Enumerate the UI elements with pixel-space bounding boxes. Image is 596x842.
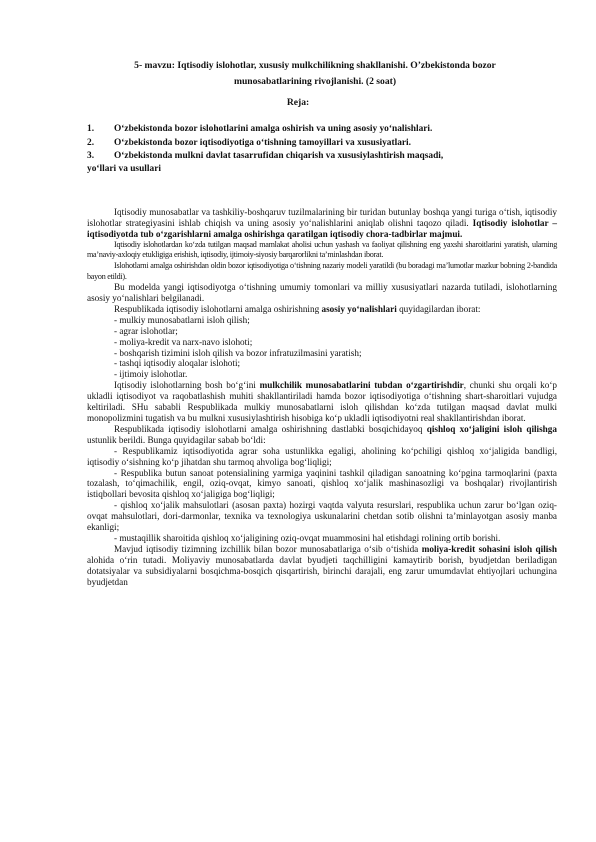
list-item: - tashqi iqtisodiy aloqalar islohoti; bbox=[114, 358, 241, 369]
paragraph-text: ustunlik berildi. Bunga quyidagilar sabab bo‘ldi: bbox=[87, 434, 266, 445]
list-item: - ijtimoiy islohotlar. bbox=[114, 369, 188, 380]
paragraph-model: Islohotlarni amalga oshirishdan oldin bozor iqtisodiyotiga o‘tishning nazariy modeli yaratildi (bu boradagi ma’lumotlar mazkur bobning 2-bandida bayon etildi). bbox=[87, 260, 557, 281]
plan-item-3-continuation: yo‘llari va usullari bbox=[87, 163, 161, 174]
title-line-1: 5- mavzu: Iqtisodiy islohotlar, xususiy mulkchilikning shakllanishi. O’zbekistonda bozor bbox=[134, 60, 496, 71]
paragraph-goal: Iqtisodiy islohotlardan ko‘zda tutilgan maqsad mamlakat aholisi uchun yashash va faoliyat qilishning eng yaxshi sharoitlarini yaratish, ularning ma’naviy-axloqiy etukligiga erishish, iqtisodiy, ijtimoiy-siyosiy barqarorlikni ta’minlashdan iborat. bbox=[87, 239, 557, 260]
paragraph-model-details: Bu modelda yangi iqtisodiyotga o‘tishning umumiy tomonlari va milliy xususiyatlari nazarda tutiladi, islohotlarning asosiy yo‘nalishlari belgilanadi. bbox=[87, 282, 557, 303]
paragraph-text: Iqtisodiy islohotlarning bosh bo‘g‘ini bbox=[114, 380, 260, 391]
reason-item: - qishloq xo‘jalik mahsulotlari (asosan paxta) hozirgi vaqtda valyuta resurslari, respublika uchun zarur bo‘lgan oziq-ovqat mahsulotlari, dori-darmonlar, texnika va texnologiya uskunalarini chetdan sotib olishni ta’minlayotgan asosiy manba ekanligi; bbox=[87, 500, 557, 533]
reason-item: - Respublika butun sanoat potensialining yarmiga yaqinini tashkil qiladigan sanoatning ko‘pgina tarmoqlarini (paxta tozalash, to‘qimachilik, engil, oziq-ovqat, kimyo sanoati, qishloq xo‘jalik mashinasozligi va boshqalar) rivojlantirish istiqbollari bevosita qishloq xo‘jaligiga bog‘liqligi; bbox=[87, 467, 557, 500]
plan-item-text: O‘zbekistonda bozor islohotlarini amalga oshirish va uning asosiy yo‘nalishlari. bbox=[114, 124, 433, 134]
plan-item-3 bbox=[87, 150, 557, 164]
plan-item-text: O‘zbekistonda bozor iqtisodiyotiga o‘tishning tamoyillari va xususiyatlari. bbox=[114, 137, 411, 148]
title-line-2: munosabatlarining rivojlanishi. (2 soat) bbox=[233, 75, 397, 87]
plan-item-number: 1. bbox=[87, 124, 95, 134]
paragraph-text: , chunki shu orqali ko‘p ukladli iqtisodiyot va raqobatlashish muhiti shakllantiriladi hamda bozor iqtisodiyotiga o‘tishning shart-sharoitlari vujudga keltiriladi. SHu sababli Respublikada mulkiy munosabatlarni isloh qilishdan ko‘zda tutilgan maqsad davlat mulki monopolizmini tugatish va bu mulkni xususiylashtirish hisobiga ko‘p ukladli iqtisodiyotni real shakllantirishdan iborat. bbox=[87, 380, 557, 423]
reason-item: - mustaqillik sharoitida qishloq xo‘jaligining oziq-ovqat muammosini hal etishdagi rolining ortib borishi. bbox=[114, 532, 501, 543]
plan-heading: Reja: bbox=[286, 97, 310, 108]
emphasis-text: asosiy yo‘nalishlari bbox=[321, 303, 397, 314]
paragraph-finance bbox=[87, 544, 557, 588]
plan-item-number: 2. bbox=[87, 137, 95, 148]
list-item: - boshqarish tizimini isloh qilish va bozor infratuzilmasini yaratish; bbox=[114, 347, 362, 358]
paragraph-text: quyidagilardan iborat: bbox=[396, 303, 481, 314]
list-item: - agrar islohotlar; bbox=[114, 325, 178, 336]
paragraph-directions bbox=[87, 304, 557, 315]
list-item: - moliya-kredit va narx-navo islohoti; bbox=[114, 336, 253, 347]
page-title bbox=[80, 58, 550, 89]
paragraph-text: alohida o‘rin tutadi. Moliyaviy munosabatlarda davlat byudjeti taqchilligini kamaytirib borish, byudjetdan beriladigan dotatsiyalar va subsidiyalarni bosqichma-bosqich qisqartirish, birinchi darajali, eng zarur umumdavlat ehtiyojlari uchungina byudjetdan bbox=[87, 554, 557, 587]
plan-item-2 bbox=[87, 137, 557, 151]
plan-item-1 bbox=[87, 123, 557, 137]
paragraph-text: Iqtisodiy munosabatlar va tashkiliy-boshqaruv tuzilmalarining bir turidan butunlay boshqa yangi turiga o‘tish, iqtisodiy islohotlar strategiyasini ishlab chiqish va uning asosiy yo‘nalishlarini aniqlab olishni taqozo qiladi. bbox=[87, 207, 557, 228]
paragraph-agriculture bbox=[87, 424, 557, 446]
document-body bbox=[87, 207, 557, 587]
emphasis-text: qishloq xo‘jaligini isloh qilishga bbox=[426, 423, 557, 434]
emphasis-text: moliya-kredit sohasini isloh qilish bbox=[421, 543, 557, 554]
paragraph-text: Respublikada iqtisodiy islohotlarni amalga oshirishning bbox=[114, 303, 322, 314]
reason-item: - Respublikamiz iqtisodiyotida agrar soha ustunlikka egaligi, aholining ko‘pchiligi qishloq xo‘jaligida bandligi, iqtisodiy o‘sishning ko‘p jihatdan shu tarmoq ahvoliga bog‘liqligi; bbox=[87, 445, 557, 467]
plan-item-text: O‘zbekistonda mulkni davlat tasarrufidan chiqarish va xususiylashtirish maqsadi, bbox=[114, 151, 444, 161]
paragraph-text: Mavjud iqtisodiy tizimning izchillik bilan bozor munosabatlariga o‘sib o‘tishida bbox=[114, 543, 422, 554]
emphasis-text: mulkchilik munosabatlarini tubdan o‘zgartirishdir bbox=[259, 380, 464, 391]
paragraph-ownership bbox=[87, 380, 557, 424]
plan-item-number: 3. bbox=[87, 151, 95, 161]
paragraph-text: Respublikada iqtisodiy islohotlarni amalga oshirishning dastlabki bosqichidayoq bbox=[114, 423, 427, 434]
definition-text: Iqtisodiy islohotlar – iqtisodiyotda tub o‘zgarishlarni amalga oshirishga qaratilgan iqtisodiy chora-tadbirlar majmui. bbox=[87, 217, 557, 239]
paragraph-intro bbox=[87, 207, 557, 240]
list-item: - mulkiy munosabatlarni isloh qilish; bbox=[114, 314, 250, 325]
